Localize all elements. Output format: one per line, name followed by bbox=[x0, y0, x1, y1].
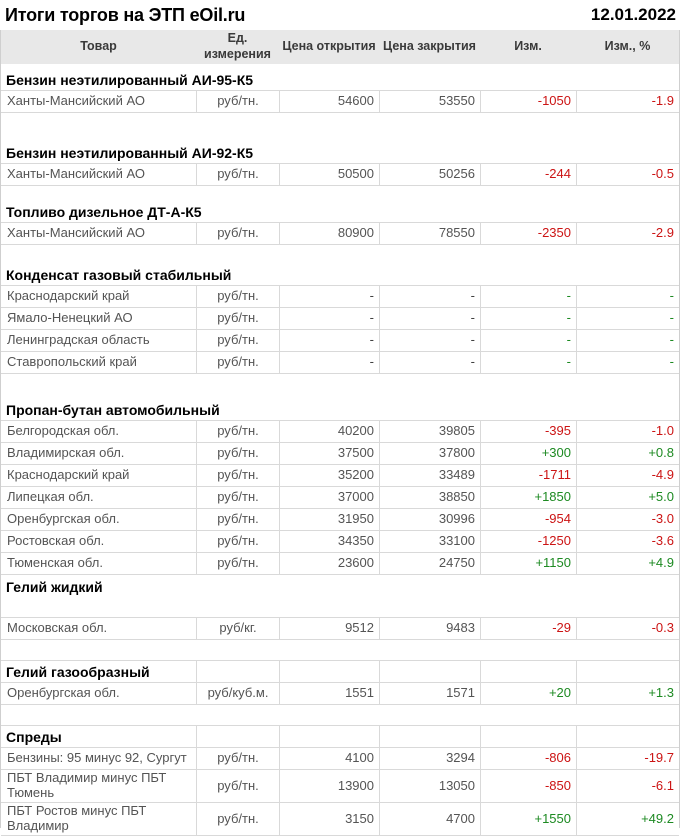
section-spacer bbox=[1, 186, 679, 200]
cell-open-price: - bbox=[279, 286, 379, 307]
cell-change: +1850 bbox=[480, 487, 576, 508]
cell-change: - bbox=[480, 330, 576, 351]
table-row bbox=[1, 803, 679, 836]
cell-unit: руб/тн. bbox=[196, 308, 279, 329]
cell-close-price: 30996 bbox=[379, 509, 480, 530]
section-title-cell bbox=[480, 726, 576, 747]
table-row bbox=[1, 770, 679, 803]
cell-change: -1050 bbox=[480, 91, 576, 112]
section-rows bbox=[1, 682, 679, 705]
cell-change-pct: -1.9 bbox=[576, 91, 679, 112]
cell-change: +1550 bbox=[480, 803, 576, 835]
cell-open-price: 23600 bbox=[279, 553, 379, 574]
section-title-cell bbox=[196, 726, 279, 747]
section-rows bbox=[1, 617, 679, 640]
cell-open-price: 35200 bbox=[279, 465, 379, 486]
cell-close-price: 33100 bbox=[379, 531, 480, 552]
table-row bbox=[1, 91, 679, 113]
cell-open-price: 34350 bbox=[279, 531, 379, 552]
section-title-cell bbox=[480, 661, 576, 682]
table-row bbox=[1, 164, 679, 186]
table-row bbox=[1, 487, 679, 509]
cell-change: - bbox=[480, 308, 576, 329]
cell-region: Тюменская обл. bbox=[7, 555, 103, 571]
cell-region: Ханты-Мансийский АО bbox=[7, 93, 145, 109]
cell-unit: руб/тн. bbox=[196, 770, 279, 802]
cell-region: Ленинградская область bbox=[7, 332, 150, 348]
cell-unit: руб/куб.м. bbox=[196, 683, 279, 704]
table-header-row bbox=[1, 30, 679, 64]
cell-open-price: 54600 bbox=[279, 91, 379, 112]
cell-change-pct: +5.0 bbox=[576, 487, 679, 508]
cell-change: -1711 bbox=[480, 465, 576, 486]
cell-change-pct: -0.3 bbox=[576, 618, 679, 639]
section-rows bbox=[1, 747, 679, 836]
cell-unit: руб/тн. bbox=[196, 531, 279, 552]
cell-close-price: - bbox=[379, 308, 480, 329]
cell-change: -954 bbox=[480, 509, 576, 530]
section-spacer bbox=[1, 374, 679, 398]
cell-change-pct: -2.9 bbox=[576, 223, 679, 244]
col-header-unit: Ед. измерения bbox=[204, 31, 271, 61]
table-row bbox=[1, 553, 679, 575]
table-row bbox=[1, 618, 679, 640]
cell-close-price: 50256 bbox=[379, 164, 480, 185]
cell-open-price: 37500 bbox=[279, 443, 379, 464]
col-header-change-pct: Изм., % bbox=[604, 39, 651, 54]
cell-change-pct: -19.7 bbox=[576, 748, 679, 769]
cell-region: Краснодарский край bbox=[7, 467, 130, 483]
section-title-cell bbox=[576, 726, 679, 747]
cell-open-price: 31950 bbox=[279, 509, 379, 530]
section-title: Топливо дизельное ДТ-А-К5 bbox=[6, 203, 202, 220]
cell-region: Белгородская обл. bbox=[7, 423, 120, 439]
cell-region: Ростовская обл. bbox=[7, 533, 105, 549]
table-row bbox=[1, 421, 679, 443]
cell-change: -244 bbox=[480, 164, 576, 185]
section-title-spacer bbox=[1, 597, 679, 617]
section-spacer bbox=[1, 113, 679, 141]
cell-close-price: 3294 bbox=[379, 748, 480, 769]
cell-close-price: 1571 bbox=[379, 683, 480, 704]
cell-change: -395 bbox=[480, 421, 576, 442]
cell-change-pct: - bbox=[576, 286, 679, 307]
section-spacer bbox=[1, 640, 679, 660]
cell-change: -1250 bbox=[480, 531, 576, 552]
cell-change: +20 bbox=[480, 683, 576, 704]
cell-open-price: 40200 bbox=[279, 421, 379, 442]
cell-region: Ханты-Мансийский АО bbox=[7, 225, 145, 241]
cell-close-price: - bbox=[379, 286, 480, 307]
cell-change: +1150 bbox=[480, 553, 576, 574]
cell-region: ПБТ Владимир минус ПБТ Тюмень bbox=[7, 770, 167, 800]
section-title-cell bbox=[279, 726, 379, 747]
cell-close-price: 13050 bbox=[379, 770, 480, 802]
table-row bbox=[1, 223, 679, 245]
section-title: Конденсат газовый стабильный bbox=[6, 266, 232, 283]
cell-unit: руб/тн. bbox=[196, 509, 279, 530]
cell-change-pct: -1.0 bbox=[576, 421, 679, 442]
cell-region: Липецкая обл. bbox=[7, 489, 94, 505]
col-header-product: Товар bbox=[80, 39, 117, 54]
cell-change-pct: +49.2 bbox=[576, 803, 679, 835]
section-title: Гелий газообразный bbox=[6, 664, 150, 680]
cell-change: -850 bbox=[480, 770, 576, 802]
cell-change-pct: +4.9 bbox=[576, 553, 679, 574]
table-row bbox=[1, 465, 679, 487]
section-spacer bbox=[1, 245, 679, 263]
cell-region: Краснодарский край bbox=[7, 288, 130, 304]
section-title-row bbox=[1, 725, 679, 747]
cell-unit: руб/тн. bbox=[196, 223, 279, 244]
cell-region: Московская обл. bbox=[7, 620, 108, 636]
cell-change-pct: -4.9 bbox=[576, 465, 679, 486]
table-row bbox=[1, 352, 679, 374]
cell-unit: руб/тн. bbox=[196, 91, 279, 112]
cell-change: -29 bbox=[480, 618, 576, 639]
cell-unit: руб/тн. bbox=[196, 443, 279, 464]
cell-unit: руб/тн. bbox=[196, 164, 279, 185]
cell-close-price: 9483 bbox=[379, 618, 480, 639]
cell-change: +300 bbox=[480, 443, 576, 464]
cell-unit: руб/тн. bbox=[196, 286, 279, 307]
cell-region: Владимирская обл. bbox=[7, 445, 125, 461]
cell-region: Оренбургская обл. bbox=[7, 511, 120, 527]
section-rows bbox=[1, 285, 679, 374]
cell-open-price: 80900 bbox=[279, 223, 379, 244]
cell-open-price: - bbox=[279, 308, 379, 329]
cell-change-pct: -3.0 bbox=[576, 509, 679, 530]
cell-open-price: 1551 bbox=[279, 683, 379, 704]
cell-region: Ямало-Ненецкий АО bbox=[7, 310, 133, 326]
section-title-cell bbox=[379, 726, 480, 747]
section-rows bbox=[1, 222, 679, 245]
table-row bbox=[1, 443, 679, 465]
section-title-cell bbox=[379, 661, 480, 682]
cell-open-price: 37000 bbox=[279, 487, 379, 508]
cell-unit: руб/кг. bbox=[196, 618, 279, 639]
section-title: Гелий жидкий bbox=[6, 578, 103, 595]
col-header-change: Изм. bbox=[514, 39, 542, 54]
cell-change: - bbox=[480, 286, 576, 307]
cell-open-price: 9512 bbox=[279, 618, 379, 639]
table-row bbox=[1, 683, 679, 705]
section-title: Пропан-бутан автомобильный bbox=[6, 401, 220, 418]
section-rows bbox=[1, 163, 679, 186]
section-title-cell bbox=[196, 661, 279, 682]
section-spacer bbox=[1, 705, 679, 725]
table-body bbox=[1, 64, 679, 836]
col-header-close-price: Цена закрытия bbox=[383, 39, 476, 54]
cell-close-price: 78550 bbox=[379, 223, 480, 244]
table-row bbox=[1, 748, 679, 770]
results-table bbox=[0, 30, 680, 833]
table-row bbox=[1, 286, 679, 308]
section-title: Бензин неэтилированный АИ-95-К5 bbox=[6, 71, 254, 88]
cell-unit: руб/тн. bbox=[196, 748, 279, 769]
section-rows bbox=[1, 90, 679, 113]
cell-open-price: 13900 bbox=[279, 770, 379, 802]
cell-unit: руб/тн. bbox=[196, 553, 279, 574]
cell-close-price: 38850 bbox=[379, 487, 480, 508]
cell-unit: руб/тн. bbox=[196, 421, 279, 442]
cell-open-price: - bbox=[279, 330, 379, 351]
cell-open-price: - bbox=[279, 352, 379, 373]
cell-unit: руб/тн. bbox=[196, 352, 279, 373]
cell-change: - bbox=[480, 352, 576, 373]
cell-change-pct: - bbox=[576, 352, 679, 373]
table-row bbox=[1, 509, 679, 531]
table-row bbox=[1, 308, 679, 330]
cell-change-pct: +0.8 bbox=[576, 443, 679, 464]
titlebar bbox=[0, 0, 680, 30]
cell-open-price: 50500 bbox=[279, 164, 379, 185]
cell-region: Бензины: 95 минус 92, Сургут bbox=[7, 750, 187, 766]
section-rows bbox=[1, 420, 679, 575]
cell-close-price: 4700 bbox=[379, 803, 480, 835]
cell-unit: руб/тн. bbox=[196, 803, 279, 835]
table-row bbox=[1, 330, 679, 352]
cell-change-pct: -6.1 bbox=[576, 770, 679, 802]
cell-region: Оренбургская обл. bbox=[7, 685, 120, 701]
cell-close-price: - bbox=[379, 330, 480, 351]
cell-open-price: 4100 bbox=[279, 748, 379, 769]
cell-open-price: 3150 bbox=[279, 803, 379, 835]
cell-unit: руб/тн. bbox=[196, 465, 279, 486]
col-header-open-price: Цена открытия bbox=[282, 39, 376, 54]
cell-close-price: 39805 bbox=[379, 421, 480, 442]
section-title: Спреды bbox=[6, 729, 62, 745]
cell-close-price: 53550 bbox=[379, 91, 480, 112]
cell-change-pct: +1.3 bbox=[576, 683, 679, 704]
cell-close-price: 33489 bbox=[379, 465, 480, 486]
section-title: Бензин неэтилированный АИ-92-К5 bbox=[6, 144, 254, 161]
table-row bbox=[1, 531, 679, 553]
cell-change: -2350 bbox=[480, 223, 576, 244]
cell-change-pct: - bbox=[576, 330, 679, 351]
report-date: 12.01.2022 bbox=[590, 5, 676, 24]
cell-change: -806 bbox=[480, 748, 576, 769]
cell-region: Ставропольский край bbox=[7, 354, 137, 370]
cell-close-price: 37800 bbox=[379, 443, 480, 464]
page-title: Итоги торгов на ЭТП eOil.ru bbox=[5, 4, 246, 25]
cell-unit: руб/тн. bbox=[196, 330, 279, 351]
cell-change-pct: -0.5 bbox=[576, 164, 679, 185]
cell-change-pct: -3.6 bbox=[576, 531, 679, 552]
section-title-cell bbox=[576, 661, 679, 682]
section-title-cell bbox=[279, 661, 379, 682]
cell-region: ПБТ Ростов минус ПБТ Владимир bbox=[7, 803, 147, 833]
cell-close-price: - bbox=[379, 352, 480, 373]
section-title-row bbox=[1, 660, 679, 682]
cell-close-price: 24750 bbox=[379, 553, 480, 574]
cell-unit: руб/тн. bbox=[196, 487, 279, 508]
cell-region: Ханты-Мансийский АО bbox=[7, 166, 145, 182]
cell-change-pct: - bbox=[576, 308, 679, 329]
